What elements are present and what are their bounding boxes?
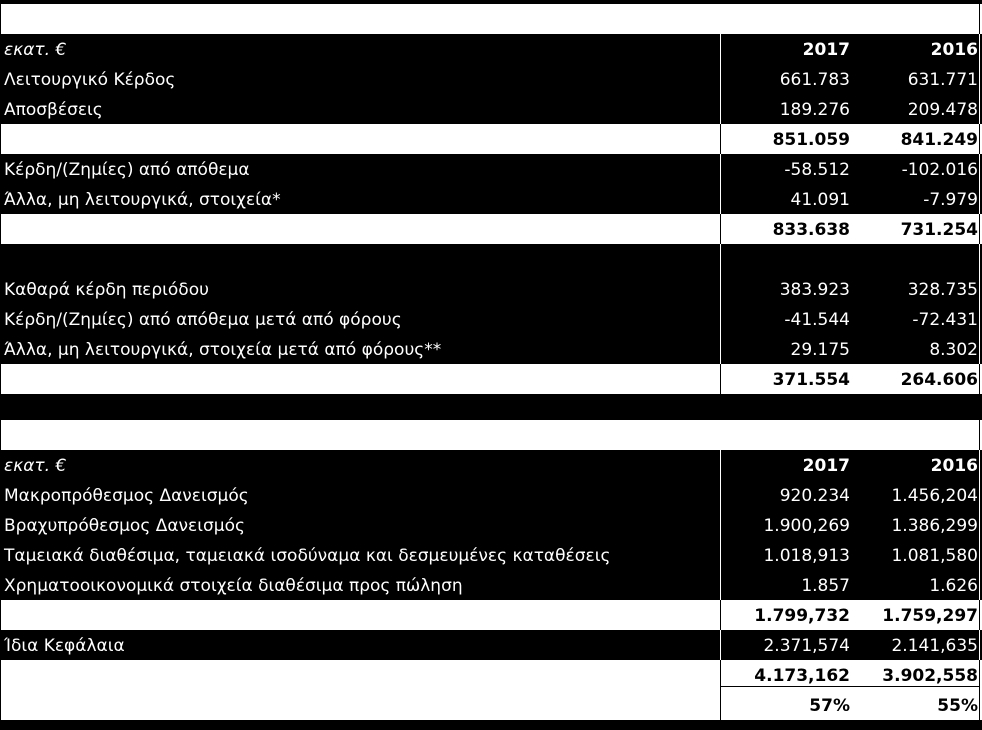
row-label: Λειτουργικό Κέρδος: [4, 70, 176, 90]
value-2017: 661.783: [779, 70, 850, 90]
table2-header-row: [0, 450, 982, 480]
table-row: [0, 94, 982, 124]
table-row: [0, 540, 982, 570]
value-2016: 2.141,635: [891, 636, 978, 656]
value-2016: 631.771: [907, 70, 978, 90]
value-2017: 1.018,913: [763, 546, 850, 566]
value-2017: 41.091: [790, 190, 850, 210]
spacer-row: [0, 244, 982, 274]
row-label: Καθαρά κέρδη περιόδου: [4, 280, 209, 300]
table-row: [0, 334, 982, 364]
value-2016: 1.386,299: [891, 516, 978, 536]
value-2017: 29.175: [790, 340, 850, 360]
subtotal-2016: 841.249: [900, 130, 978, 150]
table-row: [0, 570, 982, 600]
table-row: [0, 480, 982, 510]
value-2016: 328.735: [907, 280, 978, 300]
total-2016: 264.606: [900, 370, 978, 390]
table2-title-row: [0, 420, 982, 450]
table1-header-row: [0, 34, 982, 64]
subtotal-row: [0, 124, 982, 154]
subtotal-2017: 1.799,732: [754, 606, 850, 626]
value-2017: 189.276: [779, 100, 850, 120]
value-2017: -41.544: [784, 310, 850, 330]
value-2016: 1.626: [929, 576, 978, 596]
value-2016: -102.016: [901, 160, 978, 180]
ratio-2016: 55%: [937, 696, 978, 716]
table2: [0, 450, 982, 720]
subtotal-2017: 851.059: [772, 130, 850, 150]
value-2016: 1.456,204: [891, 486, 978, 506]
table-row: [0, 510, 982, 540]
value-2017: -58.512: [784, 160, 850, 180]
table2-unit-label: εκατ. €: [4, 456, 67, 476]
value-2016: -72.431: [912, 310, 978, 330]
row-label: Κέρδη/(Ζημίες) από απόθεμα: [4, 160, 250, 180]
value-2017: 1.900,269: [763, 516, 850, 536]
value-2017: 1.857: [801, 576, 850, 596]
divider: [720, 686, 980, 687]
subtotal-row: [0, 600, 982, 630]
table2-col-2016: 2016: [930, 456, 978, 476]
row-label: Κέρδη/(Ζημίες) από απόθεμα μετά από φόρους: [4, 310, 402, 330]
value-2017: 920.234: [779, 486, 850, 506]
value-2017: 2.371,574: [763, 636, 850, 656]
value-2017: 383.923: [779, 280, 850, 300]
subtotal-2016: 731.254: [900, 220, 978, 240]
row-label: Ίδια Κεφάλαια: [4, 636, 125, 656]
row-label: Ταμειακά διαθέσιμα, ταμειακά ισοδύναμα και δεσμευμένες καταθέσεις: [4, 546, 611, 566]
value-2016: -7.979: [923, 190, 978, 210]
subtotal-row: [0, 214, 982, 244]
table1-unit-label: εκατ. €: [4, 40, 67, 60]
row-label: Αποσβέσεις: [4, 100, 103, 120]
value-2016: 8.302: [929, 340, 978, 360]
row-label: Μακροπρόθεσμος Δανεισμός: [4, 486, 249, 506]
table-row: [0, 304, 982, 334]
row-label: Άλλα, μη λειτουργικά, στοιχεία μετά από φόρους**: [4, 340, 442, 360]
ratio-2017: 57%: [809, 696, 850, 716]
table1-col-2017: 2017: [802, 40, 850, 60]
table1-title-row: [0, 4, 982, 34]
table2-title-bar: [0, 420, 982, 450]
value-2016: 1.081,580: [891, 546, 978, 566]
table-row: [0, 154, 982, 184]
subtotal-2017: 833.638: [772, 220, 850, 240]
total-2017: 371.554: [772, 370, 850, 390]
table1-col-2016: 2016: [930, 40, 978, 60]
table1: [0, 34, 982, 394]
table-row: [0, 184, 982, 214]
value-2016: 209.478: [907, 100, 978, 120]
table-row: [0, 274, 982, 304]
total-2016: 3.902,558: [882, 666, 978, 686]
table-row: [0, 630, 982, 660]
subtotal-2016: 1.759,297: [882, 606, 978, 626]
ratio-row: [0, 690, 982, 720]
table2-col-2017: 2017: [802, 456, 850, 476]
row-label: Βραχυπρόθεσμος Δανεισμός: [4, 516, 245, 536]
row-label: Άλλα, μη λειτουργικά, στοιχεία*: [4, 190, 281, 210]
table1-title-bar: [0, 4, 982, 34]
row-label: Χρηματοοικονομικά στοιχεία διαθέσιμα προς πώληση: [4, 576, 463, 596]
table-row: [0, 64, 982, 94]
total-row: [0, 364, 982, 394]
total-2017: 4.173,162: [754, 666, 850, 686]
